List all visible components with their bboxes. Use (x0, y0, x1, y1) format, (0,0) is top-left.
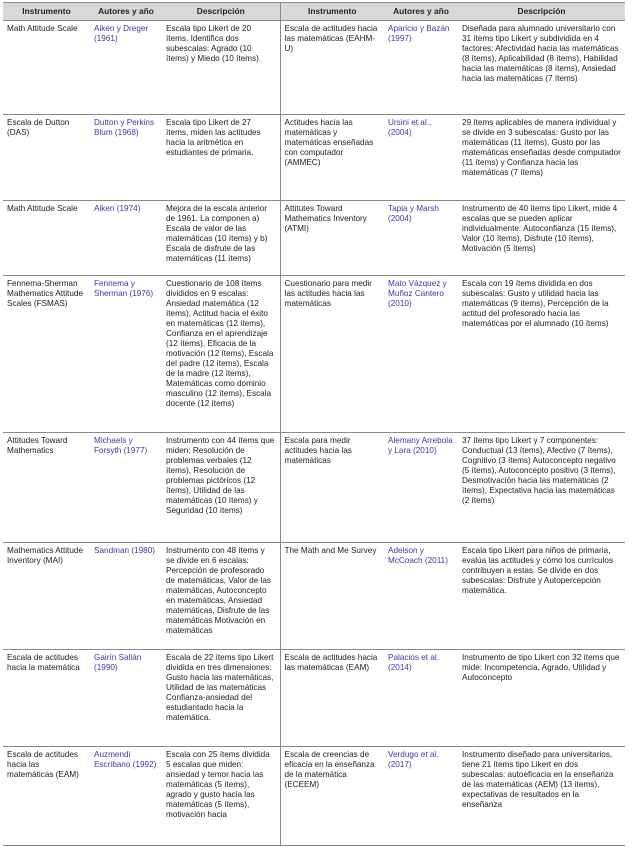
instrument-name: Math Attitude Scale (3, 201, 90, 276)
description: Escala tipo Likert de 27 ítems, miden las actitudes hacia la aritmética en estudiantes de primaria. (162, 115, 280, 201)
description: 37 ítems tipo Likert y 7 componentes: Conductual (13 ítems), Afectivo (7 ítems), Cognitivo (3 ítems) Autoconcepto negativo (5 ítems), Autoconcepto positivo (3 ítems), Desmotivación hacia las matemáticas (2 ítems), Expectativa hacia las matemáticas (2 ítems) (458, 433, 625, 543)
table-row (3, 543, 625, 650)
author-year: Palacios et al. (2014) (384, 650, 458, 747)
header-autores-1: Autores y año (90, 3, 162, 21)
table-row (3, 21, 625, 115)
header-descripcion-1: Descripción (162, 3, 280, 21)
instrument-name: Mathematics Attitude Inventory (MAI) (3, 543, 90, 650)
author-year: Gairín Sallán (1990) (90, 650, 162, 747)
description: Instrumento con 44 ítems que miden: Resolución de problemas verbales (12 ítems), Resolución de problemas pictóricos (12 ítems), Utilidad de las matemáticas (10 ítems) y Seguridad (10 ítems) (162, 433, 280, 543)
author-year: Aiken y Dreger (1961) (90, 21, 162, 115)
author-year: Fennema y Sherman (1976) (90, 276, 162, 433)
description: Escala tipo Likert de 20 ítems. Identifica dos subescalas: Agrado (10 ítems) y Miedo (10 ítems) (162, 21, 280, 115)
description: Instrumento de 40 ítems tipo Likert, mide 4 escalas que se pueden aplicar individualmente: Autoconfianza (15 ítems), Valor (10 ítems), Disfrute (10 ítems), Motivación (5 ítems) (458, 201, 625, 276)
instrument-name: Escala de creencias de eficacia en la enseñanza de la matemática (ECEEM) (280, 747, 384, 846)
header-instrumento-1: Instrumento (3, 3, 90, 21)
instrument-name: The Math and Me Survey (280, 543, 384, 650)
header-descripcion-2: Descripción (458, 3, 625, 21)
author-year: Dutton y Perkins Blum (1968) (90, 115, 162, 201)
author-year: Mato Vázquez y Muñoz Cantero (2010) (384, 276, 458, 433)
description: Instrumento de tipo Likert con 32 ítems que mide: Incompetencia, Agrado, Utilidad y Autoconcepto (458, 650, 625, 747)
author-year: Auzmendi Escribano (1992) (90, 747, 162, 846)
table-row (3, 115, 625, 201)
instrument-name: Escala para medir actitudes hacia las matemáticas (280, 433, 384, 543)
table-row (3, 650, 625, 747)
header-instrumento-2: Instrumento (280, 3, 384, 21)
description: Instrumento con 48 ítems y se divide en 6 escalas: Percepción de profesorado de matemáticas, Valor de las matemáticas, Autoconcepto en matemáticas, Ansiedad matemáticas, Disfrute de las matemáticas Motivación en matemáticas (162, 543, 280, 650)
author-year: Verdugo et al. (2017) (384, 747, 458, 846)
description: Escala con 25 ítems dividida 5 escalas que miden: ansiedad y temor hacia las matemáticas (5 ítems), agrado y gusto hacia las matemáticas (5 ítems), motivación hacia (162, 747, 280, 846)
author-year: Alemany Arrebola y Lara (2010) (384, 433, 458, 543)
table-header-row (3, 3, 625, 21)
description: Instrumento diseñado para universitarios, tiene 21 ítems tipo Likert en dos subescalas: autoeficacia en la enseñanza de las matemáticas (AEM) (13 ítems), expectativas de resultados en la enseñanza (458, 747, 625, 846)
instrument-name: Escala de actitudes hacia las matemáticas (EAM) (3, 747, 90, 846)
description: Cuestionario de 108 ítems divididos en 9 escalas: Ansiedad matemática (12 ítems), Actitud hacia el éxito en matemáticas (12 ítems), Confianza en el aprendizaje (12 ítems), Eficacia de la motivación (12 ítems), Escala del padre (12 ítems), Escala de la madre (12 ítems), Matemáticas como dominio masculino (12 ítems), Escala docente (12 ítems) (162, 276, 280, 433)
author-year: Adelson y McCoach (2011) (384, 543, 458, 650)
instrument-name: Fennema-Sherman Mathematics Attitude Scales (FSMAS) (3, 276, 90, 433)
instruments-table (3, 2, 625, 846)
author-year: Aparicio y Bazán (1997) (384, 21, 458, 115)
table-row (3, 433, 625, 543)
description: 29 ítems aplicables de manera individual y se divide en 3 subescalas: Gusto por las matemáticas (11 ítems), Gusto por las matemáticas enseñadas desde computador (11 ítems) y Confianza hacia las matemáticas (7 ítems) (458, 115, 625, 201)
instrument-name: Math Attitude Scale (3, 21, 90, 115)
instrument-name: Escala de actitudes hacia la matemática (3, 650, 90, 747)
description: Escala tipo Likert para niños de primaria, evalúa las actitudes y cómo los currículos contribuyen a estas. Se divide en dos subescalas: Disfrute y Autopercepción matemática. (458, 543, 625, 650)
description: Escala con 19 ítems dividida en dos subescalas: Gusto y utilidad hacia las matemáticas (9 ítems), Percepción de la actitud del profesorado hacia las matemáticas por el alumnado (10 ítems) (458, 276, 625, 433)
instrument-name: Cuestionario para medir las actitudes hacia las matemáticas (280, 276, 384, 433)
table-row (3, 201, 625, 276)
instrument-name: Actitudes hacia las matemáticas y matemáticas enseñadas con computador (AMMEC) (280, 115, 384, 201)
author-year: Ursini et al., (2004) (384, 115, 458, 201)
author-year: Sandman (1980) (90, 543, 162, 650)
instrument-name: Escala de actitudes hacia las matemáticas (EAHM-U) (280, 21, 384, 115)
description: Mejora de la escala anterior de 1961. La componen a) Escala de valor de las matemáticas (10 ítems) y b) Escala de disfrute de las matemáticas (11 ítems) (162, 201, 280, 276)
table-row (3, 276, 625, 433)
instrument-name: Attitutes Toward Mathematics Inventory (ATMI) (280, 201, 384, 276)
author-year: Aiken (1974) (90, 201, 162, 276)
description: Escala de 22 ítems tipo Likert dividida en tres dimensiones: Gusto hacia las matemáticas, Utilidad de las matemáticas Confianza-ansiedad del estudiantado hacia la matemática. (162, 650, 280, 747)
instrument-name: Escala de Dutton (DAS) (3, 115, 90, 201)
author-year: Michaels y Forsyth (1977) (90, 433, 162, 543)
instrument-name: Attitudes Toward Mathematics (3, 433, 90, 543)
table-row (3, 747, 625, 846)
description: Diseñada para alumnado universitario con 31 ítems tipo Likert y subdividida en 4 factores: Afectividad hacia las matemáticas (8 ítems), Aplicabilidad (8 ítems), Habilidad hacia las matemáticas (8 ítems), Ansiedad hacia las matemáticas (7 ítems) (458, 21, 625, 115)
instrument-name: Escala de actitudes hacia las matemáticas (EAM) (280, 650, 384, 747)
header-autores-2: Autores y año (384, 3, 458, 21)
author-year: Tapia y Marsh (2004) (384, 201, 458, 276)
